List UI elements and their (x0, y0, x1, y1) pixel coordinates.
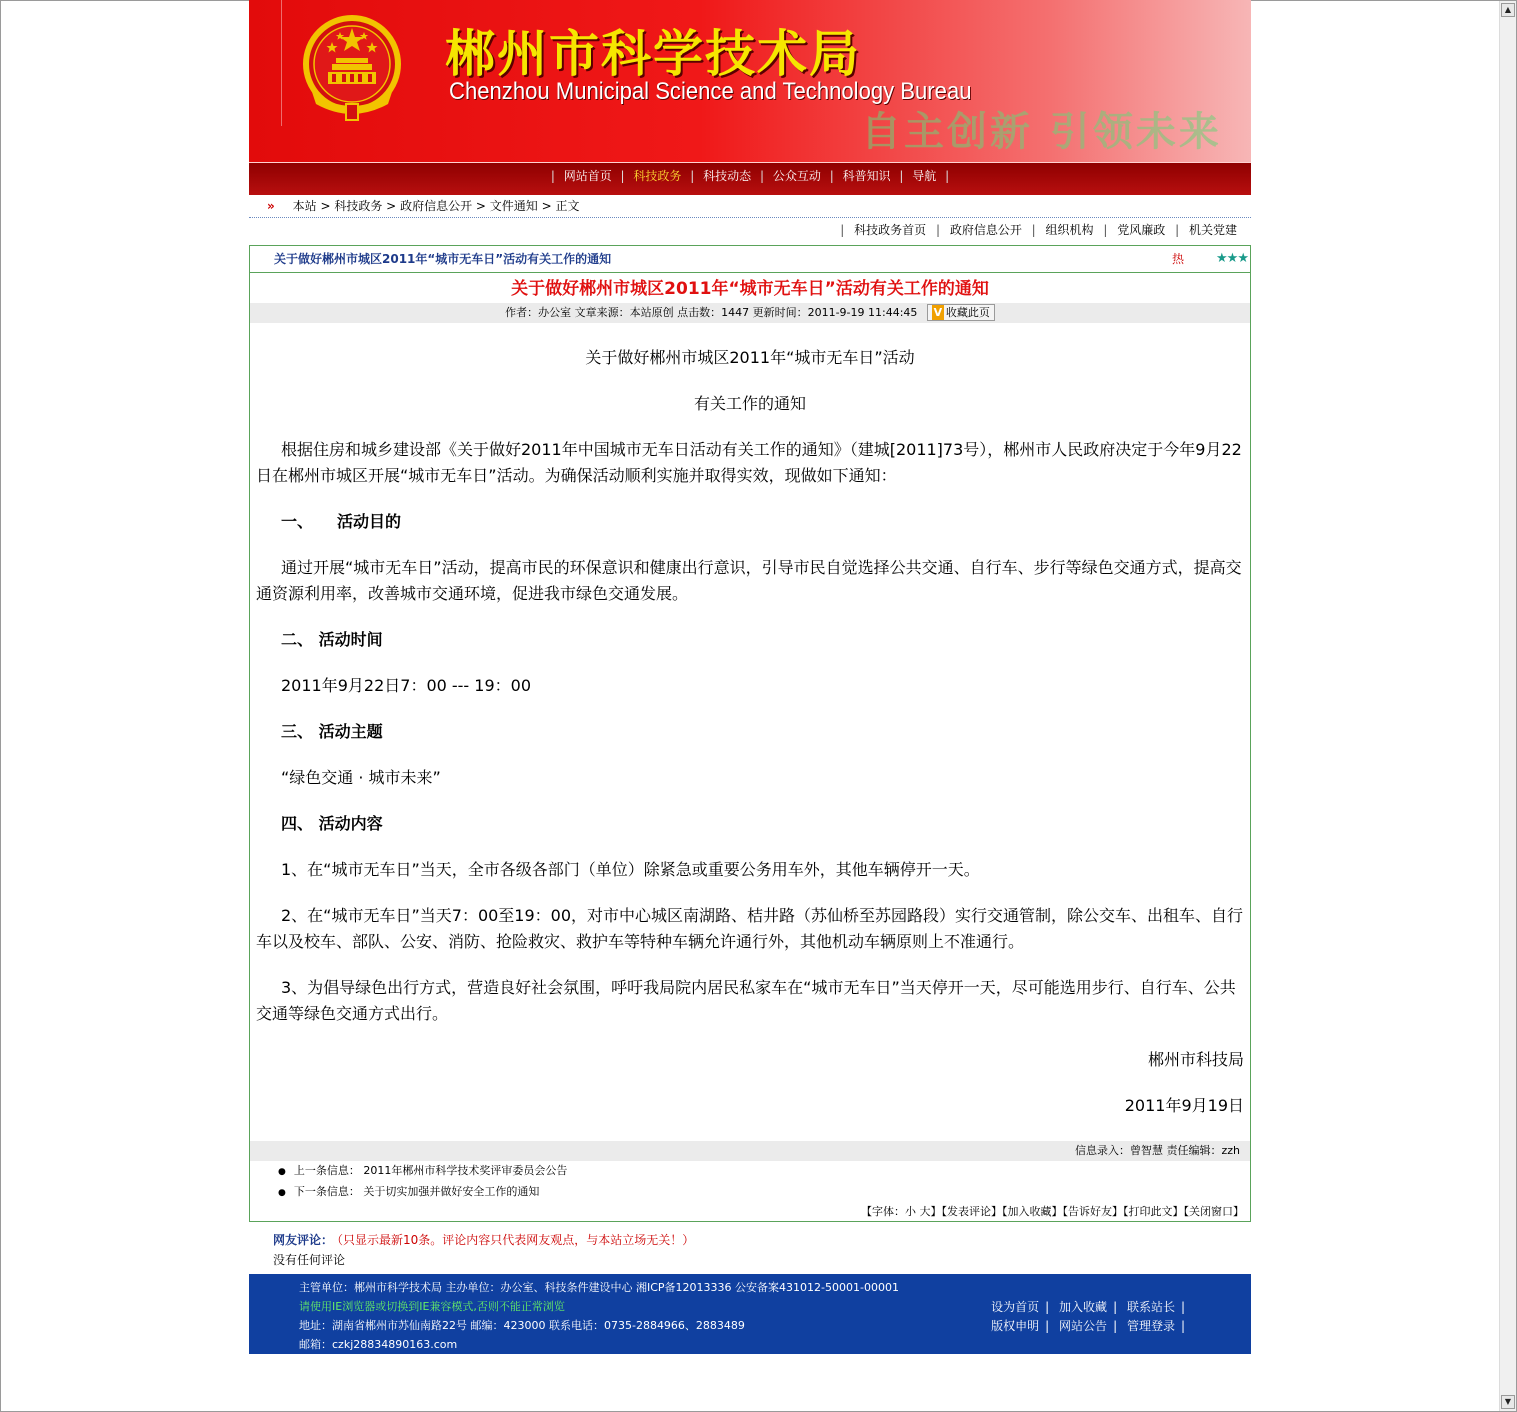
vertical-scrollbar[interactable] (1499, 1, 1516, 1411)
nav-item-popsci[interactable]: 科普知识 (842, 169, 891, 183)
footer-line-sponsor: 主管单位：郴州市科学技术局 主办单位：办公室、科技条件建设中心 湘ICP备12013336 公安备案431012-50001-00001 (299, 1281, 899, 1294)
footer-links: 设为首页 | 加入收藏 | 联系站长 | 版权申明 | 网站公告 | 管理登录 | (991, 1300, 1185, 1333)
breadcrumb-item[interactable]: 科技政务 (334, 199, 383, 213)
comments-section (249, 1230, 1251, 1270)
sublink-gov-info[interactable]: 政府信息公开 (949, 223, 1022, 237)
footer-line-address: 地址：湖南省郴州市苏仙南路22号 邮编：423000 联系电话：0735-2884966、2883489 (299, 1319, 745, 1332)
content-paragraph: “绿色交通 · 城市未来” (281, 768, 441, 787)
breadcrumb-sep: > (386, 199, 397, 213)
footer-link-notice[interactable]: 网站公告 (1059, 1319, 1108, 1333)
banner-divider (281, 0, 282, 126)
prev-article-row (278, 1161, 1250, 1182)
content-heading: 四、 活动内容 (281, 814, 383, 833)
breadcrumb-item[interactable]: 政府信息公开 (400, 199, 473, 213)
footer-info (299, 1278, 899, 1354)
content-date: 2011年9月19日 (1124, 1096, 1244, 1115)
site-banner (249, 0, 1251, 162)
footer-link-admin-login[interactable]: 管理登录 (1126, 1319, 1175, 1333)
content-signature: 郴州市科技局 (1147, 1050, 1244, 1069)
sublink-org[interactable]: 组织机构 (1045, 223, 1094, 237)
comments-header (273, 1230, 1251, 1250)
content-paragraph: 通过开展“城市无车日”活动，提高市民的环保意识和健康出行意识，引导市民自觉选择公共交通、自行车、步行等绿色交通方式，提高交通资源利用率，改善城市交通环境，促进我市绿色交通发展。 (256, 558, 1242, 603)
content-paragraph: 1、在“城市无车日”当天，全市各级各部门（单位）除紧急或重要公务用车外，其他车辆停开一天。 (281, 860, 980, 879)
sublink-integrity[interactable]: 党风廉政 (1117, 223, 1166, 237)
footer-link-contact[interactable]: 联系站长 (1126, 1300, 1175, 1314)
sub-links: | 科技政务首页 | 政府信息公开 | 组织机构 | 党风廉政 | 机关党建 (840, 223, 1237, 237)
footer-link-copyright[interactable]: 版权申明 (991, 1319, 1040, 1333)
breadcrumb-sep: > (320, 199, 331, 213)
article-box-header (250, 246, 1250, 273)
content-paragraph: 根据住房和城乡建设部《关于做好2011年中国城市无车日活动有关工作的通知》（建城[2011]73号），郴州市人民政府决定于今年9月22日在郴州市城区开展“城市无车日”活动。为确保活动顺利实施并取得实效，现做如下通知： (256, 440, 1242, 485)
national-emblem-icon (301, 12, 403, 122)
content-paragraph: 3、为倡导绿色出行方式，营造良好社会氛围，呼吁我局院内居民私家车在“城市无车日”当天停开一天，尽可能选用步行、自行车、公共交通等绿色交通方式出行。 (256, 978, 1236, 1023)
article-box (249, 245, 1251, 1222)
site-footer (249, 1274, 1251, 1354)
nav-item-sci-gov[interactable]: 科技政务 (633, 169, 682, 183)
content-paragraph: 2011年9月22日7：00 --- 19：00 (281, 676, 532, 695)
footer-link-set-home[interactable]: 设为首页 (991, 1300, 1040, 1314)
page (249, 0, 1251, 1354)
site-slogan: 自主创新 引领未来 (861, 109, 1222, 155)
site-title-en: Chenzhou Municipal Science and Technology Bureau (449, 78, 972, 105)
article-meta (250, 303, 1250, 323)
comments-empty: 没有任何评论 (273, 1253, 346, 1267)
comments-note: （只显示最新10条。评论内容只代表网友观点，与本站立场无关！） (337, 1233, 695, 1247)
site-title-cn: 郴州市科学技术局 (445, 25, 861, 83)
next-article-link[interactable]: 下一条信息： 关于切实加强并做好安全工作的通知 (293, 1185, 540, 1198)
sublink-sci-gov-home[interactable]: 科技政务首页 (854, 223, 927, 237)
breadcrumb-item[interactable]: 本站 (292, 199, 317, 213)
main-nav: | 网站首页 | 科技政务 | 科技动态 | 公众互动 | 科普知识 | 导航 | (249, 162, 1251, 195)
breadcrumb-sep: > (541, 199, 552, 213)
nav-item-interaction[interactable]: 公众互动 (772, 169, 821, 183)
comments-label: 网友评论： (273, 1233, 334, 1247)
prev-next-links (250, 1161, 1250, 1203)
bookmark-icon: V (933, 306, 943, 319)
content-title-2: 有关工作的通知 (693, 394, 806, 413)
prev-article-link[interactable]: 上一条信息： 2011年郴州市科学技术奖评审委员会公告 (293, 1164, 568, 1177)
article-tools[interactable]: 【字体：小 大】【发表评论】【加入收藏】【告诉好友】【打印此文】【关闭窗口】 (861, 1205, 1244, 1218)
article-box-title: 关于做好郴州市城区2011年“城市无车日”活动有关工作的通知 (274, 252, 612, 266)
footer-line-warning: 请使用IE浏览器或切换到IE兼容模式,否则不能正常浏览 (299, 1300, 565, 1313)
nav-item-home[interactable]: 网站首页 (563, 169, 612, 183)
breadcrumb-arrow-icon: » (267, 199, 275, 213)
rating-stars-icon: ★★★ (1216, 251, 1248, 266)
content-heading: 三、 活动主题 (281, 722, 383, 741)
nav-item-guide[interactable]: 导航 (912, 169, 937, 183)
breadcrumb (249, 195, 1251, 218)
hot-badge: 热 (1171, 252, 1184, 266)
bullet-icon: ● (278, 1167, 286, 1177)
nav-item-news[interactable]: 科技动态 (703, 169, 752, 183)
sublink-party[interactable]: 机关党建 (1188, 223, 1237, 237)
breadcrumb-sep: > (475, 199, 486, 213)
content-heading: 二、 活动时间 (281, 630, 383, 649)
article-title: 关于做好郴州市城区2011年“城市无车日”活动有关工作的通知 (511, 279, 989, 299)
content-title-1: 关于做好郴州市城区2011年“城市无车日”活动 (585, 348, 915, 367)
article-content (250, 345, 1250, 1119)
breadcrumb-current: 正文 (555, 199, 580, 213)
scroll-up-arrow-icon[interactable]: ▲ (1501, 3, 1515, 17)
bookmark-button[interactable] (927, 304, 995, 321)
content-heading: 一、 活动目的 (281, 512, 402, 531)
scroll-down-arrow-icon[interactable]: ▼ (1501, 1395, 1515, 1409)
content-paragraph: 2、在“城市无车日”当天7：00至19：00，对市中心城区南湖路、桔井路（苏仙桥至苏园路段）实行交通管制，除公交车、出租车、自行车以及校车、部队、公安、消防、抢险救灾、救护车等特种车辆允许通行外，其他机动车辆原则上不准通行。 (256, 906, 1244, 951)
next-article-row (278, 1182, 1250, 1203)
bullet-icon: ● (278, 1188, 286, 1198)
article-meta-text: 作者：办公室 文章来源：本站原创 点击数：1447 更新时间：2011-9-19 11:44:45 (505, 306, 918, 319)
footer-line-email: 邮箱：czkj28834890163.com (299, 1338, 458, 1351)
article-editor-info: 信息录入：曾智慧 责任编辑：zzh (250, 1141, 1250, 1161)
footer-link-bookmark[interactable]: 加入收藏 (1059, 1300, 1108, 1314)
bookmark-label: 收藏此页 (945, 306, 990, 319)
breadcrumb-item[interactable]: 文件通知 (489, 199, 538, 213)
